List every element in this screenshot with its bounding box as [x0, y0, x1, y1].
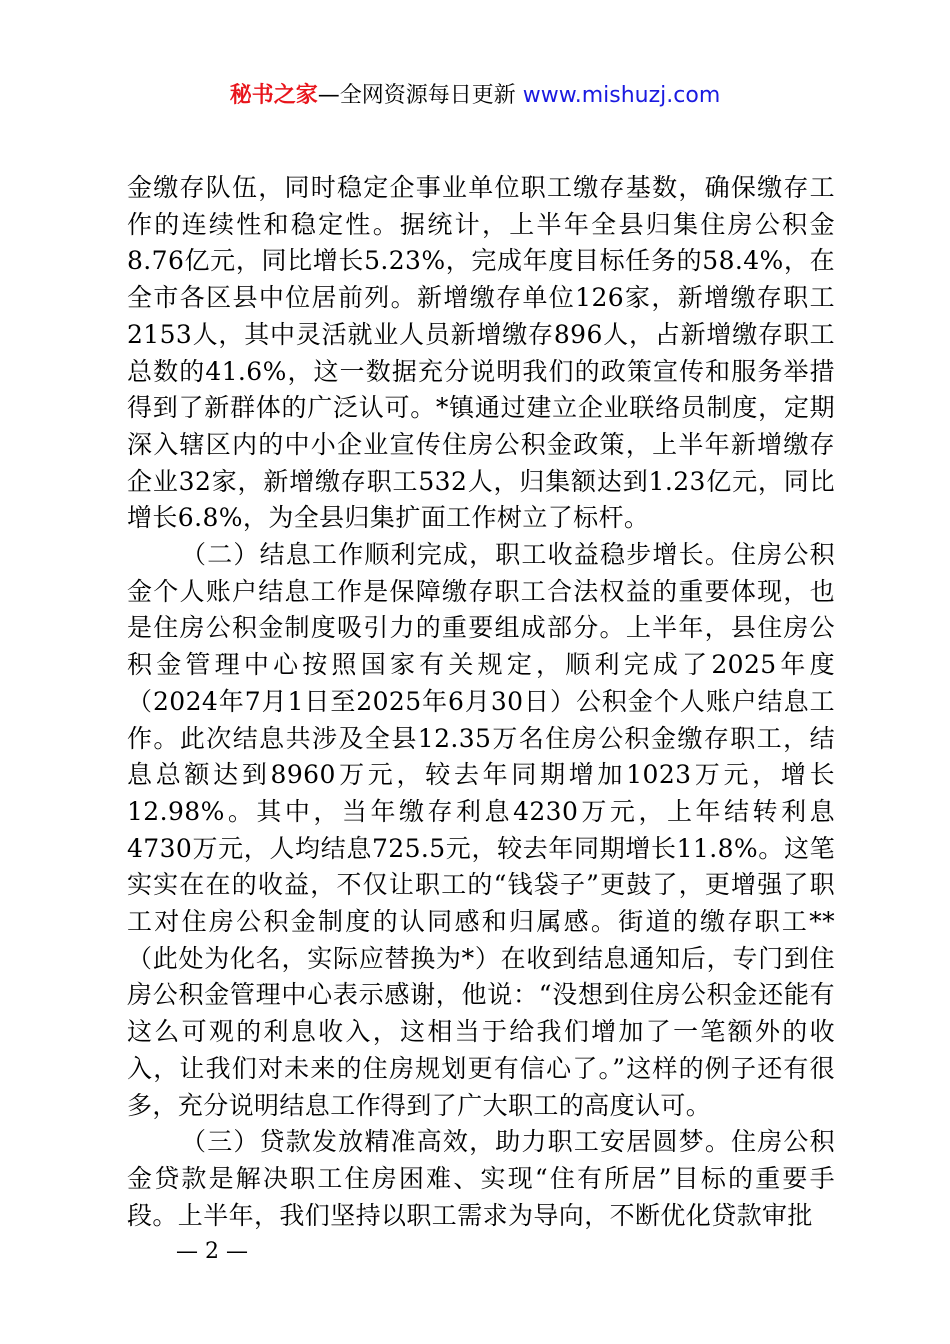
paragraph-loans: （三）贷款发放精准高效，助力职工安居圆梦。住房公积金贷款是解决职工住房困难、实现“住有所居”目标的重要手段。上半年，我们坚持以职工需求为导向，不断优化贷款审批: [127, 1127, 835, 1230]
header-slogan: —全网资源每日更新: [317, 83, 516, 108]
site-header: [0, 80, 950, 112]
page-number: — 2 —: [176, 1239, 248, 1264]
paragraph-continuation: 金缴存队伍，同时稳定企事业单位职工缴存基数，确保缴存工作的连续性和稳定性。据统计，上半年全县归集住房公积金8.76亿元，同比增长5.23%，完成年度目标任务的58.4%，在全市各区县中位居前列。新增缴存单位126家，新增缴存职工2153人，其中灵活就业人员新增缴存896人，占新增缴存职工总数的41.6%，这一数据充分说明我们的政策宣传和服务举措得到了新群体的广泛认可。*镇通过建立企业联络员制度，定期深入辖区内的中小企业宣传住房公积金政策，上半年新增缴存企业32家，新增缴存职工532人，归集额达到1.23亿元，同比增长6.8%，为全县归集扩面工作树立了标杆。: [127, 173, 835, 533]
brand-name: 秘书之家: [229, 83, 318, 108]
site-url[interactable]: www.mishuzj.com: [522, 83, 721, 108]
paragraph-settlement: （二）结息工作顺利完成，职工收益稳步增长。住房公积金个人账户结息工作是保障缴存职工合法权益的重要体现，也是住房公积金制度吸引力的重要组成部分。上半年，县住房公积金管理中心按照国家有关规定，顺利完成了2025年度（2024年7月1日至2025年6月30日）公积金个人账户结息工作。此次结息共涉及全县12.35万名住房公积金缴存职工，结息总额达到8960万元，较去年同期增加1023万元，增长12.98%。其中，当年缴存利息4230万元，上年结转利息4730万元，人均结息725.5元，较去年同期增长11.8%。这笔实实在在的收益，不仅让职工的“钱袋子”更鼓了，更增强了职工对住房公积金制度的认同感和归属感。街道的缴存职工**（此处为化名，实际应替换为*）在收到结息通知后，专门到住房公积金管理中心表示感谢，他说：“没想到住房公积金还能有这么可观的利息收入，这相当于给我们增加了一笔额外的收入，让我们对未来的住房规划更有信心了。”这样的例子还有很多，充分说明结息工作得到了广大职工的高度认可。: [127, 540, 835, 1120]
document-body: [127, 170, 835, 1234]
